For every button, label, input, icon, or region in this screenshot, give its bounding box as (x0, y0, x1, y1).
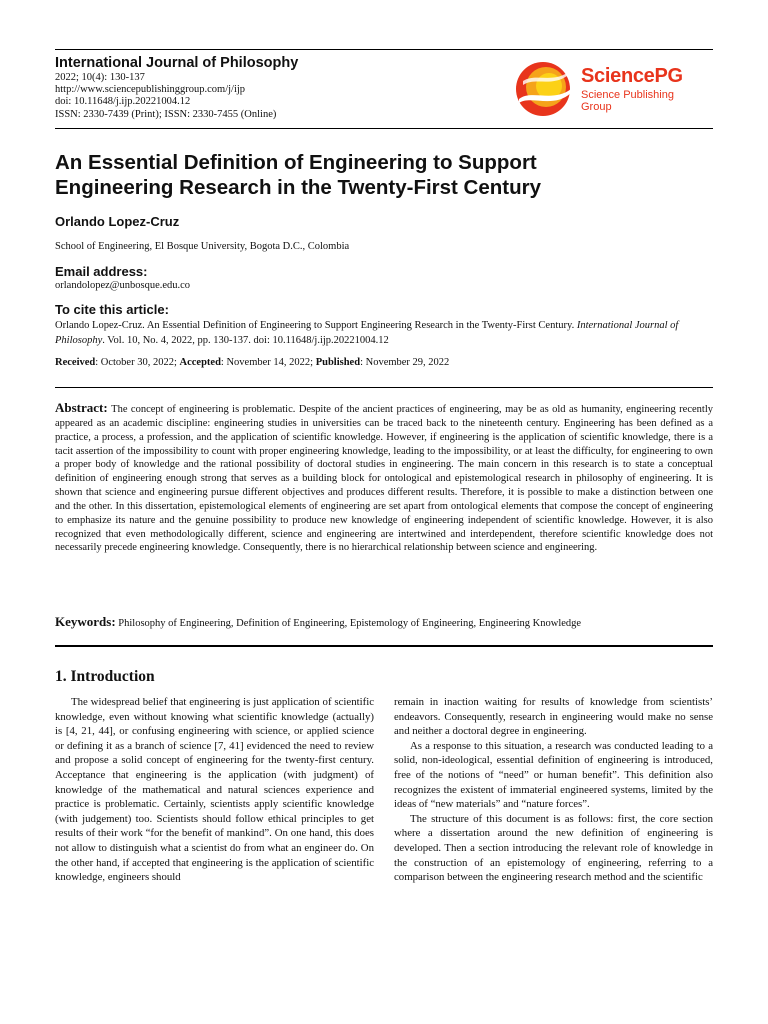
abstract-top-rule (55, 387, 713, 388)
intro-paragraph-continued: remain in inaction waiting for results of knowledge from scientists’ endeavors. Consequently, research in engineering would make no sense and neither a doctoral degree in engineering. (394, 696, 713, 738)
published-date: : November 29, 2022 (360, 357, 450, 368)
left-column (55, 695, 374, 885)
right-column (394, 695, 713, 885)
email-section (55, 264, 190, 291)
logo-brand-name: SciencePG (581, 65, 683, 87)
published-label: Published (315, 357, 361, 368)
abstract-section (55, 401, 713, 555)
cite-text-before: Orlando Lopez-Cruz. An Essential Definition of Engineering to Support Engineering Research in the Twenty-First Century. (55, 320, 577, 331)
citation-text (55, 318, 713, 348)
paper-title-line2: Engineering Research in the Twenty-First Century (55, 176, 542, 199)
accepted-date: : November 14, 2022; (220, 357, 316, 368)
cite-label: To cite this article: (55, 302, 169, 317)
introduction-heading: 1. Introduction (55, 668, 155, 685)
abstract-label: Abstract: (55, 400, 108, 415)
author-name: Orlando Lopez-Cruz (55, 214, 180, 229)
abstract-text: The concept of engineering is problematic. Despite of the ancient practices of engineering, may be as old as humanity, engineering recently appeared as an academic discipline: engineering studies in universities can be traced back to the nineteenth century. Engineering has been defined as a practice, a process, a profession, and the application of scientific knowledge. However, if engineering is the application of scientific knowledge, there is a tacit assertion of the impossibility to count with proper engineering knowledge, leading to the impossibility, or at least the difficulty, for engineering to own a proper body of knowledge and the rational possibility of doctoral studies in engineering. The main concern in this research is to state a conceptual definition of engineering enough strong that serves as a building block for ontological and epistemological research in philosophy of engineering. It is shown that science and engineering pursue different objectives and produces different results. Therefore, it is possible to make a distinction between one and the other. In this dissertation, epistemological elements of engineering are set apart from ontological elements that compose the concept of engineering to emphasize its nature and the genuine possibility to produce new knowledge of engineering independent of scientific knowledge. However, it is also recognized that even methodologically different, science and engineering are intertwined and interdependent, therefore scientific knowledge does not necessarily precede engineering knowledge. Consequently, there is no hierarchical relationship between science and engineering. (55, 404, 713, 554)
author-affiliation: School of Engineering, El Bosque University, Bogota D.C., Colombia (55, 241, 350, 252)
accepted-label: Accepted (179, 357, 221, 368)
journal-issn: ISSN: 2330-7439 (Print); ISSN: 2330-7455 (Online) (55, 108, 277, 120)
intro-paragraph-3: The structure of this document is as follows: first, the core section where a dissertation around the new definition of engineering is developed. Then a section introducing the relevant role of knowledge in the construction of an epistemology of engineering, referring to a comparison between the engineering research method and the scientific (394, 812, 713, 884)
journal-name: International Journal of Philosophy (55, 55, 299, 71)
keywords-text: Philosophy of Engineering, Definition of Engineering, Epistemology of Engineering, Engineering Knowledge (118, 618, 582, 629)
journal-doi: doi: 10.11648/j.ijp.20221004.12 (55, 96, 191, 108)
keywords-section (55, 614, 713, 630)
intro-paragraph-1: The widespread belief that engineering is just application of scientific knowledge, even without knowing what scientific knowledge (actually) is [4, 21, 44], or confusing engineering with science, or applied science or defining it as a branch of science [7, 41] evidenced the need to review and propose a solid concept of engineering for the twenty-first century. Acceptance that engineering is the application (with judgment) of knowledge of the mathematical and natural sciences experience and practice is problematic. Certainly, scientists apply scientific knowledge (with judgement) too. Scientists should follow ethical principles to get results of their work “for the benefit of mankind”. On one hand, this does not allow to distinguish what a scientist do from what an engineer do. On the other hand, if accepted that engineering is the application of scientific knowledge, engineers should (55, 696, 374, 884)
sciencepg-swirl-icon (513, 59, 575, 119)
sciencepg-logo (513, 59, 703, 119)
journal-issue: 2022; 10(4): 130-137 (55, 72, 145, 83)
received-label: Received (55, 357, 96, 368)
article-page (55, 0, 713, 1024)
top-rule (55, 49, 713, 50)
received-date: : October 30, 2022; (95, 357, 180, 368)
paper-title (55, 150, 713, 200)
cite-text-after: . Vol. 10, No. 4, 2022, pp. 130-137. doi: 10.11648/j.ijp.20221004.12 (102, 335, 389, 346)
journal-header (55, 55, 713, 125)
publication-dates (55, 357, 449, 368)
intro-paragraph-2: As a response to this situation, a research was conducted leading to a solid, non-ideological, essential definition of engineering is introduced, free of the notions of “need” or human benefit”. This definition also recognizes the existent of immaterial engineered systems, limited by the ideas of “new materials” and “nature forces”. (394, 739, 713, 811)
keywords-label: Keywords: (55, 614, 116, 629)
email-link[interactable]: orlandolopez@unbosque.edu.co (55, 280, 191, 291)
email-label: Email address: (55, 264, 148, 279)
journal-url[interactable]: http://www.sciencepublishinggroup.com/j/ijp (55, 84, 246, 96)
abstract-bottom-rule (55, 645, 713, 647)
logo-subtitle: Science Publishing Group (581, 89, 674, 113)
paper-title-line1: An Essential Definition of Engineering to Support (55, 151, 537, 174)
cite-journal: International Journal of Philosophy (55, 320, 679, 346)
citation-section (55, 302, 713, 348)
header-rule (55, 128, 713, 129)
